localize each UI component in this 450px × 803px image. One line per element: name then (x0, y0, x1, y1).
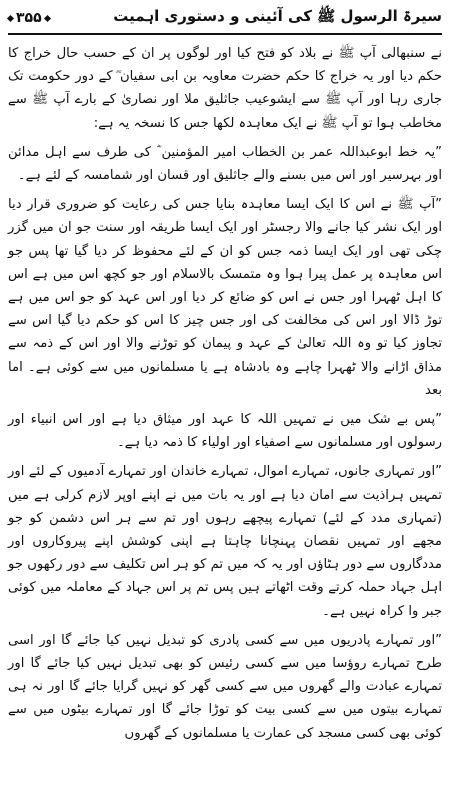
diamond-ornament-icon (44, 14, 51, 21)
paragraph: ”آپ ﷺ نے اس کا ایک ایسا معاہدہ بنایا جس کی رعایت کو ضروری قرار دیا اور ایک نشر کیا جانے والا رجسٹر اور ایک ایسا طریقہ اور سنت جو ان میں گزر چکی تھی اور ایک ایسا ذمہ جس کو ان کے لئے محفوظ کر دیا گیا تھا پس جو اس معاہدہ پر عمل پیرا ہوا وہ متمسک بالاسلام اور جو کچھ اس میں ہے اس کا اہل ٹھہرا اور جس نے اس کو ضائع کر دیا اور اس عہد کو جو اس میں ہے توڑ ڈالا اور اس کی مخالفت کی اور جس چیز کا اس کو حکم دیا گیا اس سے تجاوز کیا تو وہ اللہ تعالیٰ کے عہد و پیمان کو توڑنے والا اور اس کے ذمہ سے مذاق اڑانے والا ٹھہرا چاہے وہ بادشاہ ہے یا مسلمانوں میں سے کوئی ہے۔ اما بعد (8, 197, 442, 398)
page-number: ۳۵۵ (16, 10, 42, 26)
paragraph: ”اور تمہارے پادریوں میں سے کسی پادری کو تبدیل نہیں کیا جائے گا اور اسی طرح تمہارے روؤسا میں سے کسی رئیس کو بھی تبدیل نہیں کیا جائے گا اور تمہارے عبادت والے گھروں میں سے کسی گھر کو نہیں گرایا جائے گا اور نہ ہی تمہارے بیتوں میں سے کسی بیت کو توڑا جائے گا اور تمہارے بیٹوں میں سے کوئی بھی کسی مسجد کی عمارت یا مسلمانوں کے گھروں (8, 632, 442, 741)
header-rule (8, 33, 442, 35)
body-text (8, 36, 442, 745)
paragraph: ”پس بے شک میں نے تمہیں اللہ کا عہد اور میثاق دیا ہے اور اس انبیاء اور رسولوں اور مسلمانوں سے اصفیاء اور اولیاء کا ذمہ دیا ہے۔ (8, 412, 442, 451)
paragraph: نے سنبھالی آپ ﷺ نے بلاد کو فتح کیا اور لوگوں پر ان کے حسب حال خراج کا حکم دیا اور یہ خراج کا حکم حضرت معاویہ بن ابی سفیان ؓ کے دور حکومت تک جاری رہا اور آپ ﷺ سے ایشوعیب جاثلیق ملا اور نصاریٰ کے بارے آپ ﷺ سے مخاطب ہوا تو آپ ﷺ نے ایک معاہدہ لکھا جس کا نسخہ یہ ہے: (8, 46, 442, 131)
page-number-box (8, 10, 50, 26)
paragraph: ”اور تمہاری جانوں، تمہارے اموال، تمہارے خاندان اور تمہارے آدمیوں کے لئے اور تمہیں ہراذیت سے امان دیا ہے اور یہ بات میں نے اپنے اوپر لازم کرلی ہے میں (تمہاری مدد کے لئے) تمہارے پیچھے رہوں اور تم سے ہر اس دشمن کو جو مجھے اور تمہیں نقصان پہنچانا چاہتا ہے اپنی کوشش اپنے پیروکاروں اور مددگاروں سے دور ہٹاؤں اور یہ کہ میں تم کو ہر اس تکلیف سے دور رکھوں جو اہل جہاد حملہ کرتے وقت اٹھاتے ہیں پس تم پر اس جہاد کے معاملہ میں کوئی جبر وا کراہ نہیں ہے۔ (8, 464, 442, 619)
page-header (8, 0, 442, 36)
paragraph: ”یہ خط ابوعبداللہ عمر بن الخطاب امیر المؤمنین ؓ کی طرف سے اہل مدائن اور بہرسیر اور اس میں بسنے والے جاثلیق اور قسان اور شمامسہ کے لئے ہے۔ (8, 144, 442, 184)
diamond-ornament-icon (7, 14, 14, 21)
running-title: سیرۃ الرسول ﷺ کی آئینی و دستوری اہمیت (113, 7, 442, 25)
